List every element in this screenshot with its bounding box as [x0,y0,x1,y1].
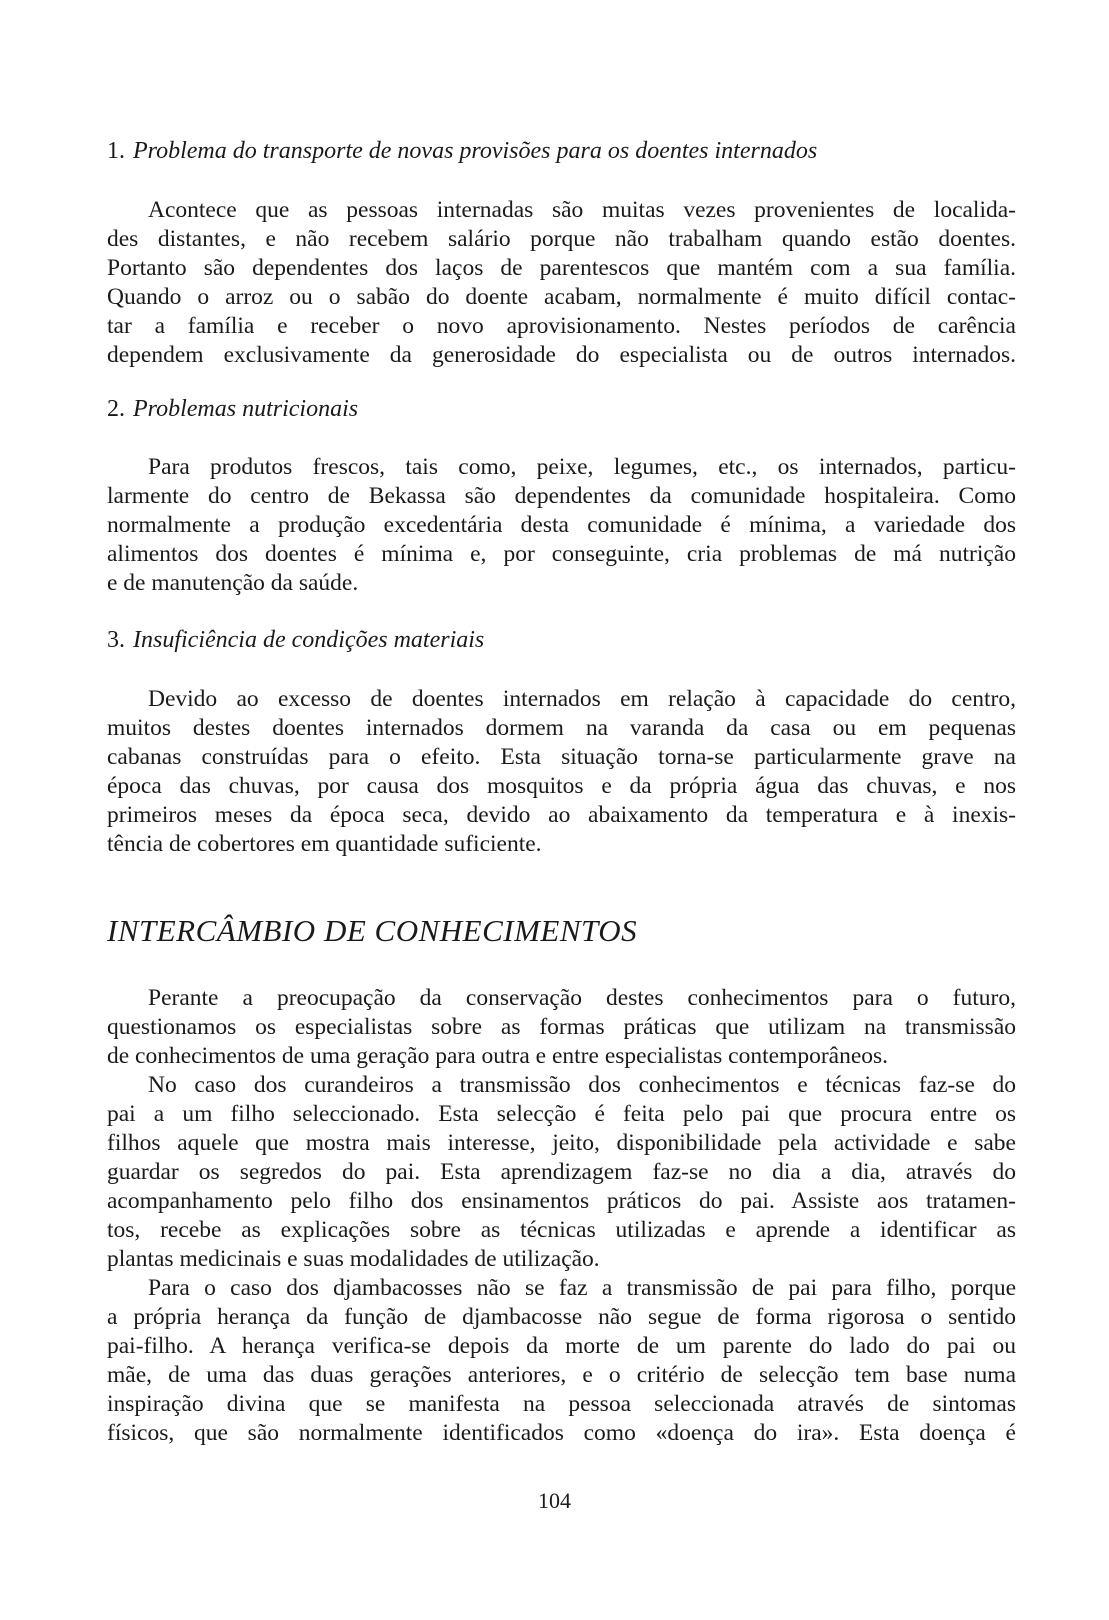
text-line: pai-filho. A herança verifica-se depois da morte de um parente do lado do pai ou [107,1333,1016,1359]
text-line: questionamos os especialistas sobre as formas práticas que utilizam na transmissão [107,1014,1016,1040]
text-line: dependem exclusivamente da generosidade do especialista ou de outros internados. [107,342,1016,368]
text-line: guardar os segredos do pai. Esta aprendizagem faz-se no dia a dia, através do [107,1159,1016,1185]
text-line: primeiros meses da época seca, devido ao abaixamento da temperatura e à inexis- [107,802,1016,828]
text-line: inspiração divina que se manifesta na pessoa seleccionada através de sintomas [107,1391,1016,1417]
text-line: alimentos dos doentes é mínima e, por conseguinte, cria problemas de má nutrição [107,541,1016,567]
text-line: pai a um filho seleccionado. Esta selecção é feita pelo pai que procura entre os [107,1101,1016,1127]
text-line: plantas medicinais e suas modalidades de utilização. [107,1246,600,1272]
text-line: Para produtos frescos, tais como, peixe, legumes, etc., os internados, particu- [148,454,1016,480]
text-line: tos, recebe as explicações sobre as técnicas utilizadas e aprende a identificar as [107,1217,1016,1243]
text-line: Para o caso dos djambacosses não se faz a transmissão de pai para filho, porque [148,1275,1016,1301]
text-line: físicos, que são normalmente identificados como «doença do ira». Esta doença é [107,1420,1016,1446]
text-line: Acontece que as pessoas internadas são muitas vezes provenientes de localida- [148,197,1016,223]
text-line: Portanto são dependentes dos laços de parentescos que mantém com a sua família. [107,255,1016,281]
section-3-heading: 3. Insuficiência de condições materiais [107,627,485,653]
text-line: larmente do centro de Bekassa são dependentes da comunidade hospitaleira. Como [107,483,1016,509]
text-line: normalmente a produção excedentária desta comunidade é mínima, a variedade dos [107,512,1016,538]
text-line: de conhecimentos de uma geração para outra e entre especialistas contemporâneos. [107,1043,889,1069]
text-line: des distantes, e não recebem salário porque não trabalham quando estão doentes. [107,226,1016,252]
section-2-paragraph [107,453,1016,598]
section-3-paragraph [107,685,1016,859]
text-line: mãe, de uma das duas gerações anteriores, e o critério de selecção tem base numa [107,1362,1016,1388]
text-line: tência de cobertores em quantidade suficiente. [107,831,542,857]
text-line: acompanhamento pelo filho dos ensinamentos práticos do pai. Assiste aos tratamen- [107,1188,1016,1214]
text-line: e de manutenção da saúde. [107,570,359,596]
text-line: Devido ao excesso de doentes internados em relação à capacidade do centro, [148,686,1016,712]
text-line: Quando o arroz ou o sabão do doente acabam, normalmente é muito difícil contac- [107,284,1016,310]
section-1-heading: 1. Problema do transporte de novas provisões para os doentes internados [107,138,818,164]
text-line: época das chuvas, por causa dos mosquitos e da própria água das chuvas, e nos [107,773,1016,799]
text-line: muitos destes doentes internados dormem na varanda da casa ou em pequenas [107,715,1016,741]
section-2-heading: 2. Problemas nutricionais [107,396,359,422]
section-1-paragraph [107,196,1016,370]
text-line: Perante a preocupação da conservação destes conhecimentos para o futuro, [148,985,1016,1011]
text-line: a própria herança da função de djambacosse não segue de forma rigorosa o sentido [107,1304,1016,1330]
text-line: No caso dos curandeiros a transmissão dos conhecimentos e técnicas faz-se do [148,1072,1016,1098]
chapter-paragraphs [107,984,1016,1448]
chapter-title: INTERCÂMBIO DE CONHECIMENTOS [107,913,638,948]
text-line: filhos aquele que mostra mais interesse, jeito, disponibilidade pela actividade e sabe [107,1130,1016,1156]
text-line: cabanas construídas para o efeito. Esta situação torna-se particularmente grave na [107,744,1016,770]
text-line: tar a família e receber o novo aprovisionamento. Nestes períodos de carência [107,313,1016,339]
page-number: 104 [538,1488,571,1513]
